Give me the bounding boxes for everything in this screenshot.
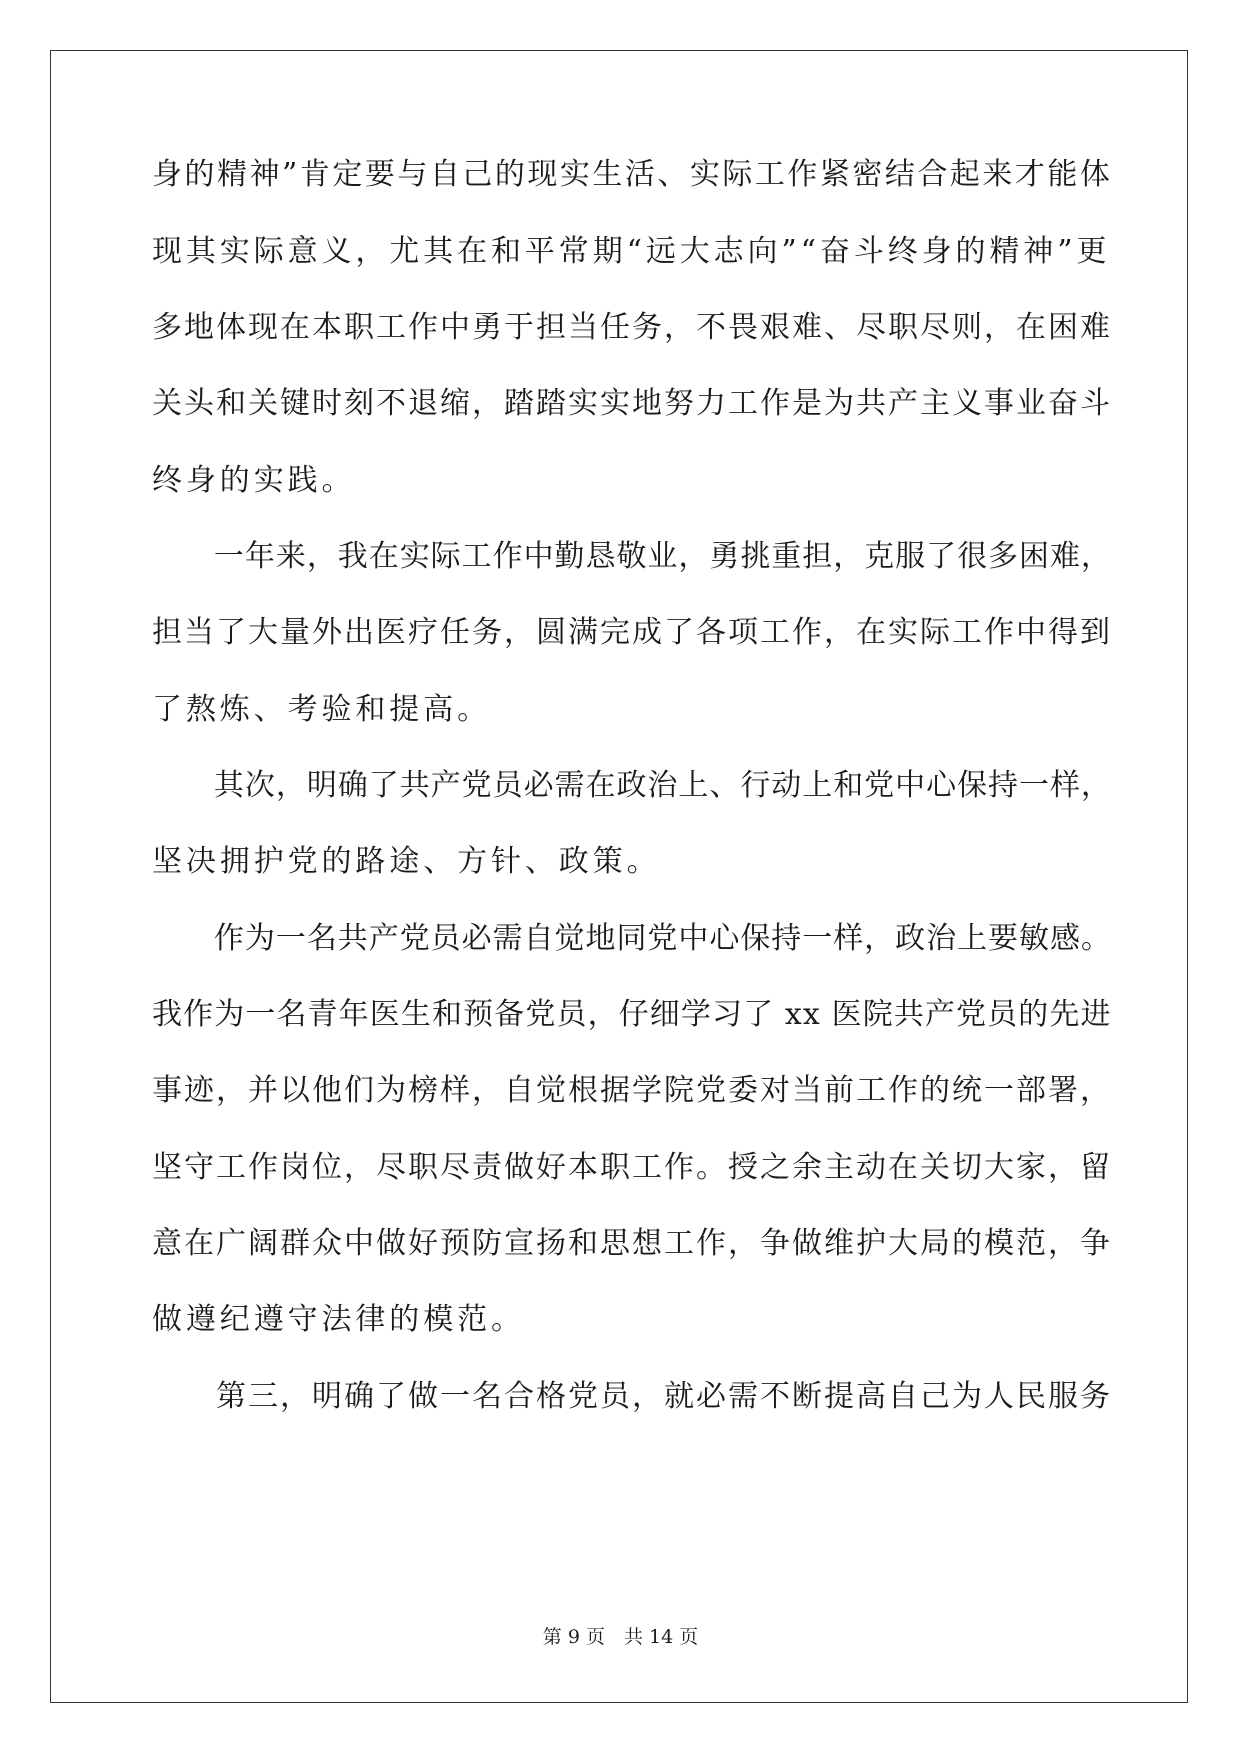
text-line: 意在广阔群众中做好预防宣扬和思想工作，争做维护大局的模范，争 (152, 1226, 1112, 1261)
text-line: 第三，明确了做一名合格党员，就必需不断提高自己为人民服务 (152, 1379, 1112, 1414)
text-line: 现其实际意义，尤其在和平常期“远大志向”“奋斗终身的精神”更 (152, 234, 1111, 269)
text-line: 终身的实践。 (152, 463, 356, 498)
text-line: 坚守工作岗位，尽职尽责做好本职工作。授之余主动在关切大家，留 (152, 1150, 1112, 1185)
text-line: 一年来，我在实际工作中勤恳敬业，勇挑重担，克服了很多困难， (152, 539, 1112, 574)
text-line: 我作为一名青年医生和预备党员，仔细学习了 xx 医院共产党员的先进 (152, 997, 1112, 1032)
text-line: 担当了大量外出医疗任务，圆满完成了各项工作，在实际工作中得到 (152, 615, 1112, 650)
page-number-footer: 第 9 页 共 14 页 (542, 1626, 699, 1648)
text-line: 身的精神”肯定要与自己的现实生活、实际工作紧密结合起来才能体 (152, 157, 1113, 192)
text-line: 关头和关键时刻不退缩，踏踏实实地努力工作是为共产主义事业奋斗 (152, 386, 1112, 421)
text-line: 其次，明确了共产党员必需在政治上、行动上和党中心保持一样， (152, 768, 1112, 803)
text-line: 了熬炼、考验和提高。 (152, 692, 491, 727)
text-line: 作为一名共产党员必需自觉地同党中心保持一样，政治上要敏感。 (152, 921, 1112, 956)
text-line: 坚决拥护党的路途、方针、政策。 (152, 844, 661, 879)
text-line: 多地体现在本职工作中勇于担当任务，不畏艰难、尽职尽则，在困难 (152, 310, 1112, 345)
text-line: 事迹，并以他们为榜样，自觉根据学院党委对当前工作的统一部署， (152, 1073, 1112, 1108)
text-line: 做遵纪遵守法律的模范。 (152, 1302, 525, 1337)
